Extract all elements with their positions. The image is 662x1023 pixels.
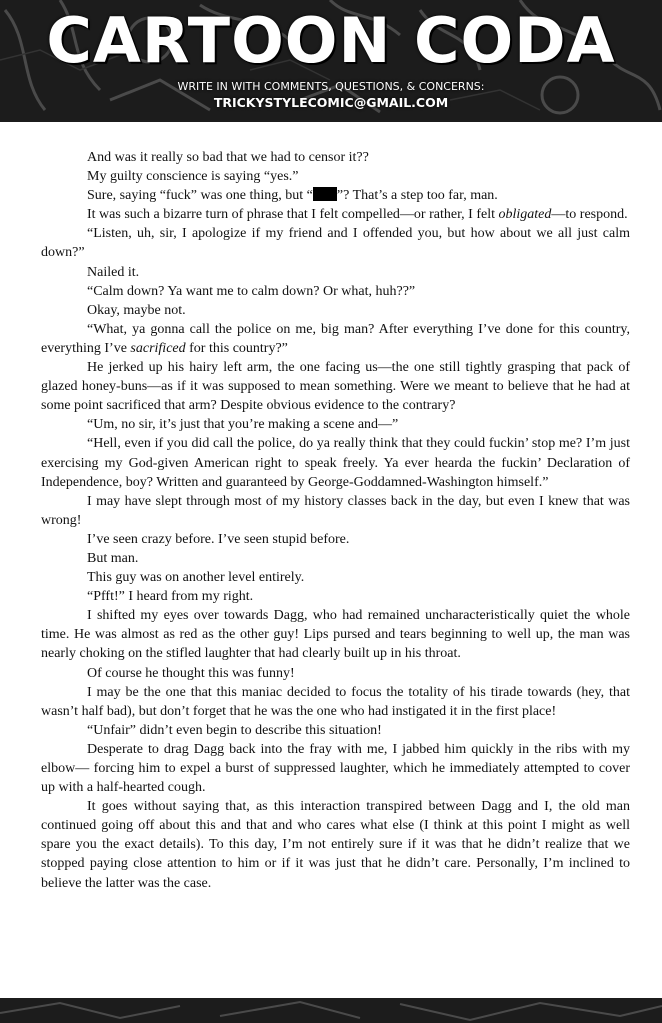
- paragraph: I’ve seen crazy before. I’ve seen stupid before.: [87, 531, 350, 547]
- paragraph: It was such a bizarre turn of phrase that I felt compelled—or rather, I felt obligated—to respond.: [87, 207, 628, 223]
- paragraph: Of course he thought this was funny!: [87, 665, 295, 681]
- paragraph: This guy was on another level entirely.: [87, 570, 305, 586]
- paragraph: He jerked up his hairy left arm, the one facing us—the one still tightly grasping that pack of glazed honey-buns—as if it was supposed to mean something. Were we meant to believe that he had at some point sacrificed that arm? Despite obvious evidence to the contrary?: [41, 360, 630, 414]
- paragraph: And was it really so bad that we had to censor it??: [87, 150, 369, 165]
- paragraph: My guilty conscience is saying “yes.”: [87, 169, 299, 185]
- paragraph: I may be the one that this maniac decided to focus the totality of his tirade towards (hey, that wasn’t half bad), but don’t forget that he was the one who had instigated it in the first place!: [41, 684, 630, 719]
- header-banner: [0, 0, 662, 122]
- paragraph: It goes without saying that, as this interaction transpired between Dagg and I, the old man continued going off about this and that and who cares what else (I think at this point I might as well spare you the exact details). To this day, I’m not entirely sure if it was that he didn’t realize that we stopped paying close attention to him or if it was just that he didn’t care. Personally, I’m inclined to believe the latter was the case.: [41, 799, 630, 891]
- paragraph: Sure, saying “fuck” was one thing, but “ ”? That’s a step too far, man.: [87, 188, 498, 204]
- paragraph: “Um, no sir, it’s just that you’re making a scene and—”: [87, 417, 399, 433]
- paragraph: Nailed it.: [87, 264, 140, 280]
- story-text: [41, 148, 630, 893]
- paragraph: “Calm down? Ya want me to calm down? Or what, huh??”: [87, 283, 416, 299]
- paragraph: Okay, maybe not.: [87, 302, 186, 318]
- footer-background-art: [0, 998, 662, 1023]
- paragraph: Desperate to drag Dagg back into the fray with me, I jabbed him quickly in the ribs with my elbow— forcing him to expel a burst of suppressed laughter, which he immediately attempted to cover up with a half-hearted cough.: [41, 741, 630, 796]
- page-title: CARTOON CODA: [46, 4, 616, 77]
- paragraph: “What, ya gonna call the police on me, big man? After everything I’ve done for this country, everything I’ve sacrificed for this country?”: [41, 321, 630, 356]
- redaction-bar: [313, 187, 337, 201]
- paragraph: “Listen, uh, sir, I apologize if my friend and I offended you, but how about we all just calm down?”: [41, 226, 630, 261]
- banner-subtitle: WRITE IN WITH COMMENTS, QUESTIONS, & CONCERNS:: [177, 80, 485, 93]
- paragraph: “Unfair” didn’t even begin to describe this situation!: [87, 722, 382, 738]
- paragraph: “Pfft!” I heard from my right.: [87, 589, 254, 605]
- paragraph: I shifted my eyes over towards Dagg, who had remained uncharacteristically quiet the whole time. He was almost as red as the other guy! Lips pursed and tears beginning to well up, the man was nearly choking on the stifled laughter that had clearly built up in his throat.: [41, 608, 630, 662]
- paragraph: I may have slept through most of my history classes back in the day, but even I knew that was wrong!: [41, 493, 630, 528]
- paragraph: But man.: [87, 550, 139, 566]
- footer-banner: [0, 998, 662, 1023]
- paragraph: “Hell, even if you did call the police, do ya really think that they could fuckin’ stop me? I’m just exercising my God-given American right to speak freely. Ya ever hearda the fuckin’ Declaration of Independence, boy? Written and guaranteed by George-Goddamned-Washington himself.”: [41, 436, 630, 490]
- contact-email: TRICKYSTYLECOMIC@GMAIL.COM: [213, 95, 449, 110]
